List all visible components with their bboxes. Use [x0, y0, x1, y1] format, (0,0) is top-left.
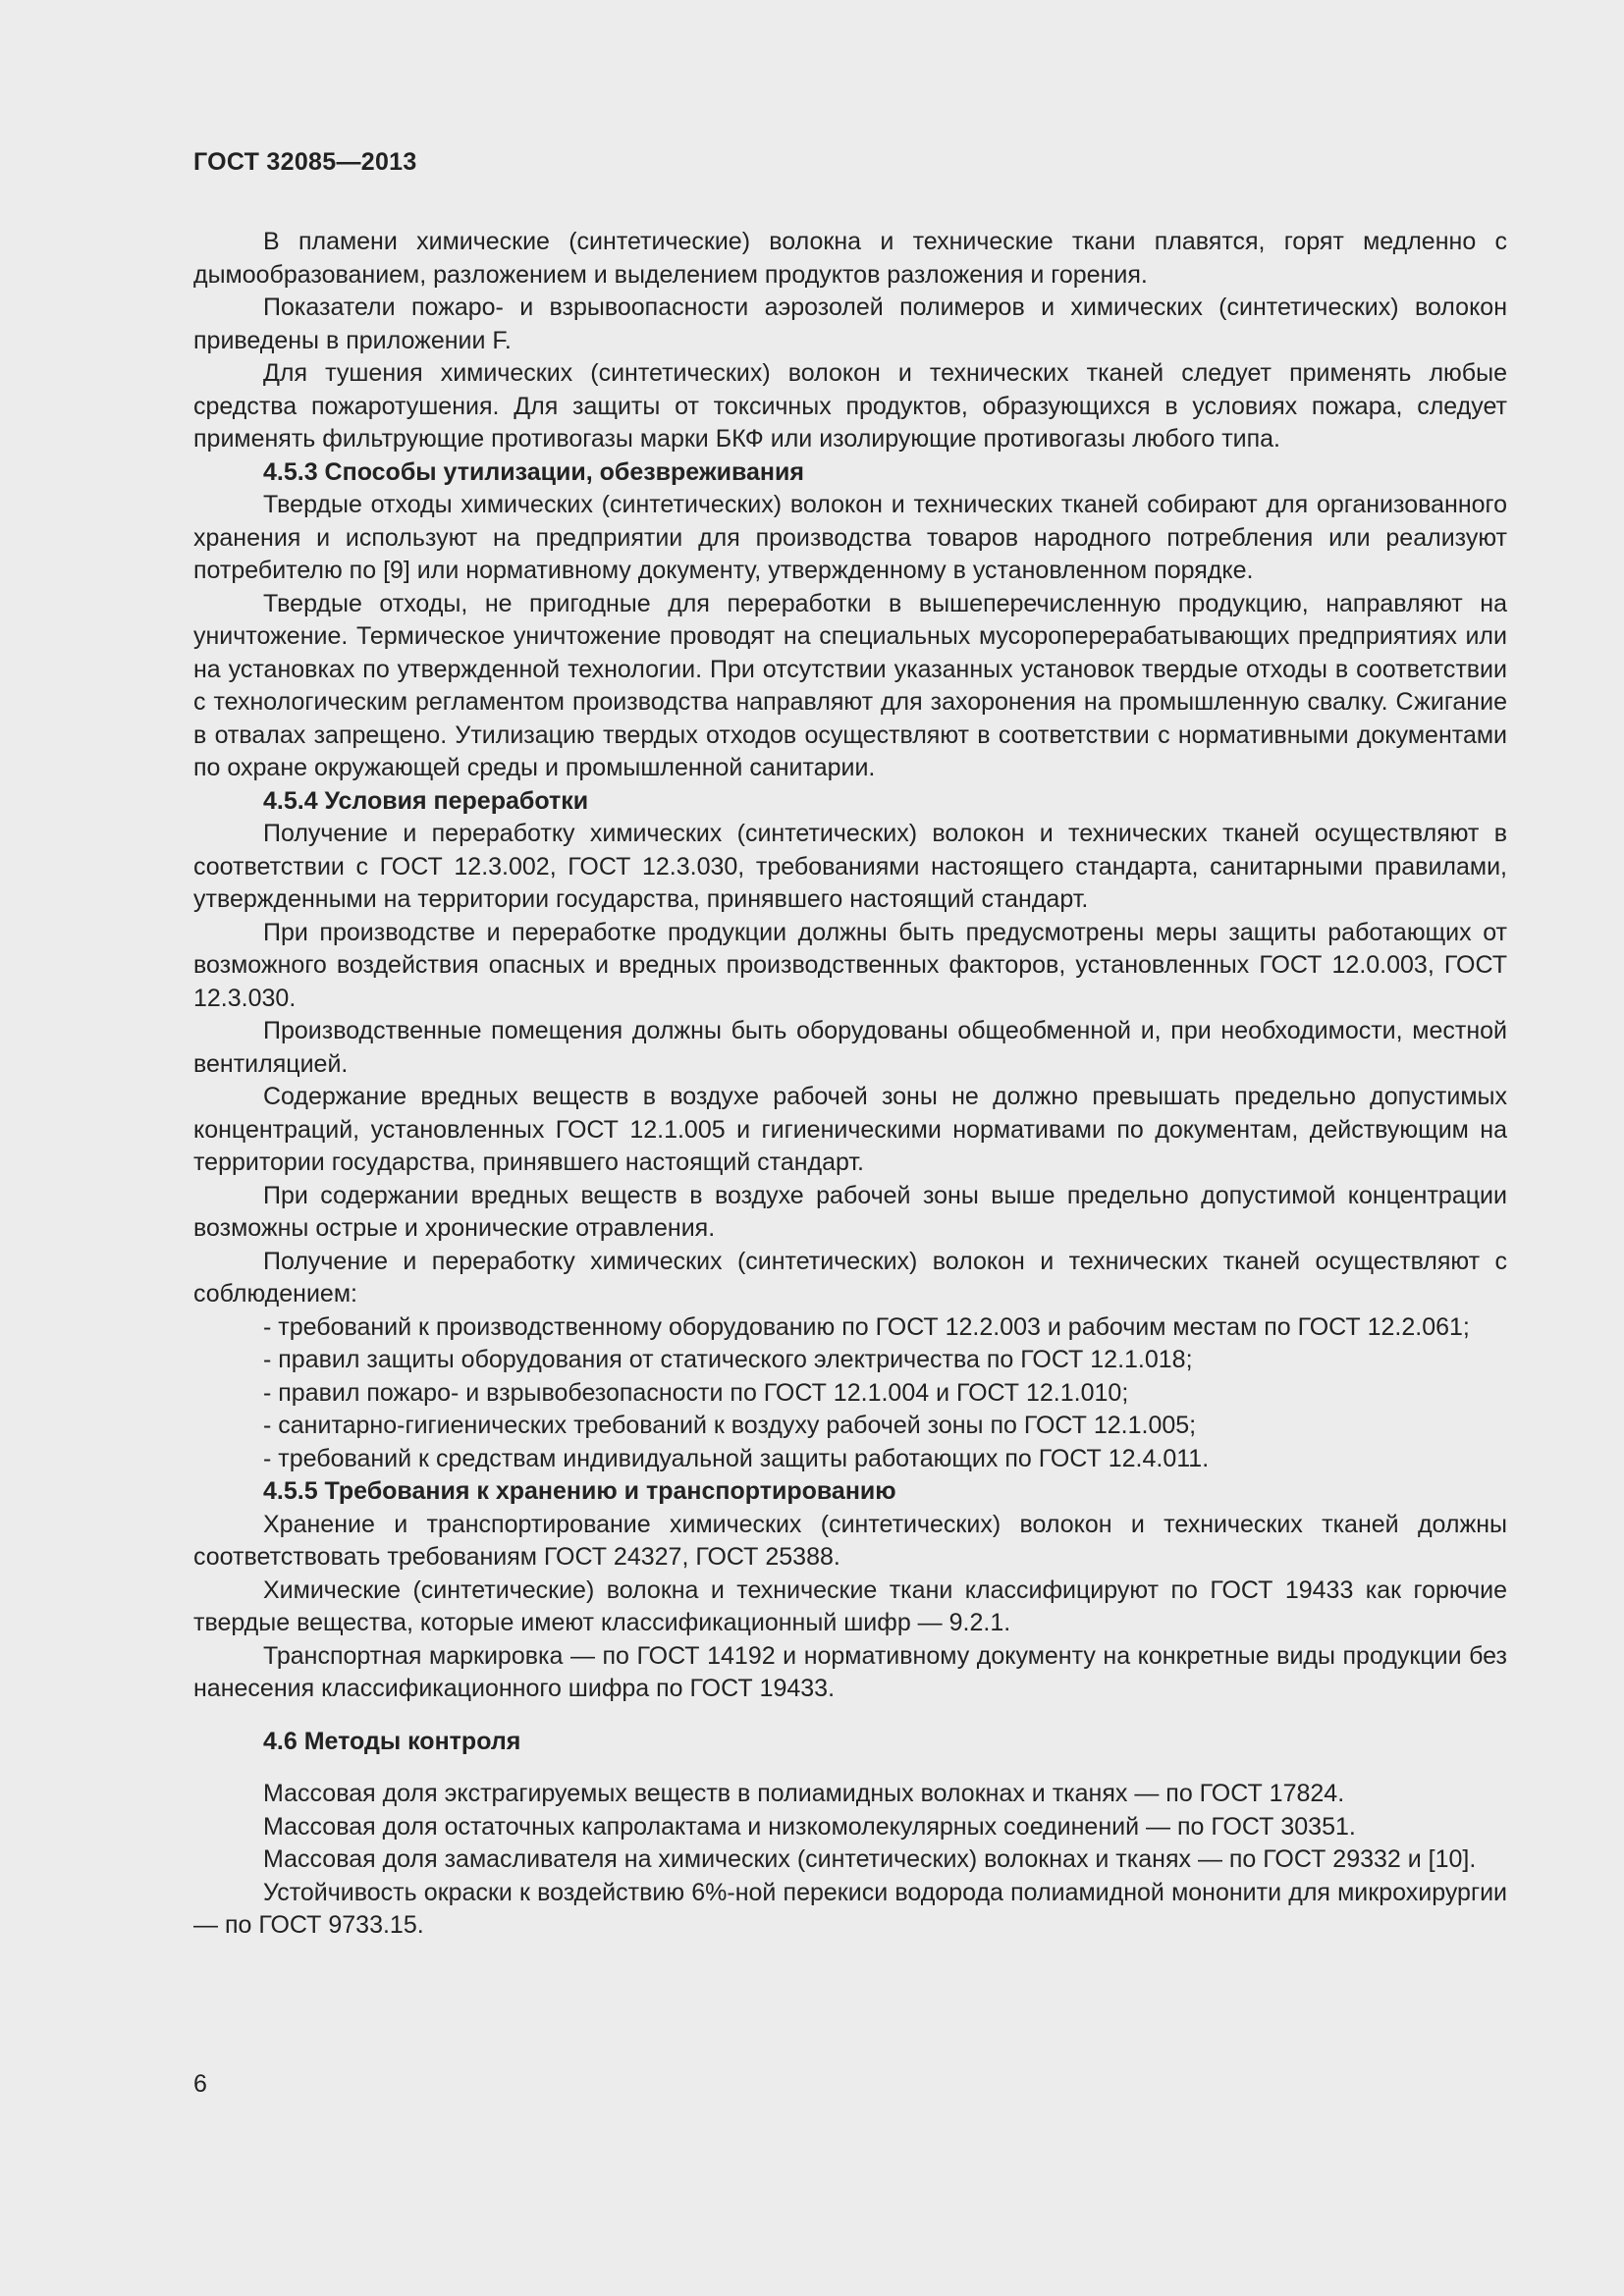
paragraph: Устойчивость окраски к воздействию 6%-ной перекиси водорода полиамидной мононити для микрохирургии — по ГОСТ 9733.15.	[193, 1878, 1507, 1939]
paragraph: Химические (синтетические) волокна и технические ткани классифицируют по ГОСТ 19433 как горючие твердые вещества, которые имеют классификационный шифр — 9.2.1.	[193, 1575, 1507, 1636]
list-item: - санитарно-гигиенических требований к воздуху рабочей зоны по ГОСТ 12.1.005;	[263, 1412, 1197, 1439]
paragraph: Показатели пожаро- и взрывоопасности аэрозолей полимеров и химических (синтетических) волокон приведены в приложении F.	[193, 294, 1507, 354]
section-heading-4-6: 4.6 Методы контроля	[263, 1727, 521, 1755]
paragraph: При содержании вредных веществ в воздухе рабочей зоны выше предельно допустимой концентрации возможны острые и хронические отравления.	[193, 1181, 1507, 1242]
paragraph: При производстве и переработке продукции должны быть предусмотрены меры защиты работающих от возможного воздействия опасных и вредных производственных факторов, установленных ГОСТ 12.0.003, ГОСТ 12.3.030.	[193, 918, 1507, 1012]
paragraph: Производственные помещения должны быть оборудованы общеобменной и, при необходимости, местной вентиляцией.	[193, 1017, 1507, 1078]
paragraph: Получение и переработку химических (синтетических) волокон и технических тканей осуществляют с соблюдением:	[193, 1247, 1507, 1308]
section-heading-4-5-5: 4.5.5 Требования к хранению и транспортированию	[263, 1477, 896, 1505]
paragraph: Массовая доля замасливателя на химических (синтетических) волокнах и тканях — по ГОСТ 29332 и [10].	[263, 1845, 1477, 1873]
paragraph: Массовая доля экстрагируемых веществ в полиамидных волокнах и тканях — по ГОСТ 17824.	[263, 1780, 1345, 1807]
paragraph: Хранение и транспортирование химических (синтетических) волокон и технических тканей должны соответствовать требованиям ГОСТ 24327, ГОСТ 25388.	[193, 1510, 1507, 1571]
list-item: - правил пожаро- и взрывобезопасности по ГОСТ 12.1.004 и ГОСТ 12.1.010;	[263, 1378, 1129, 1407]
page-number: 6	[193, 2070, 207, 2098]
section-heading-4-5-3: 4.5.3 Способы утилизации, обезвреживания	[263, 457, 804, 486]
document-code-header: ГОСТ 32085—2013	[193, 148, 417, 176]
paragraph: Транспортная маркировка — по ГОСТ 14192 и нормативному документу на конкретные виды продукции без нанесения классификационного шифра по ГОСТ 19433.	[193, 1641, 1507, 1702]
paragraph: В пламени химические (синтетические) волокна и технические ткани плавятся, горят медленно с дымообразованием, разложением и выделением продуктов разложения и горения.	[193, 228, 1507, 289]
document-body	[193, 226, 1507, 1943]
paragraph: Для тушения химических (синтетических) волокон и технических тканей следует применять любые средства пожаротушения. Для защиты от токсичных продуктов, образующихся в условиях пожара, следует применять фильтрующие противогазы марки БКФ или изолирующие противогазы любого типа.	[193, 359, 1507, 453]
section-heading-4-5-4: 4.5.4 Условия переработки	[263, 786, 589, 815]
list-item: - требований к производственному оборудованию по ГОСТ 12.2.003 и рабочим местам по ГОСТ 12.2.061;	[263, 1312, 1470, 1341]
paragraph: Массовая доля остаточных капролактама и низкомолекулярных соединений — по ГОСТ 30351.	[263, 1812, 1356, 1841]
paragraph: Содержание вредных веществ в воздухе рабочей зоны не должно превышать предельно допустимых концентраций, установленных ГОСТ 12.1.005 и гигиеническими нормативами по документам, действующим на территории государства, принявшего настоящий стандарт.	[193, 1083, 1507, 1176]
list-item: - правил защиты оборудования от статического электричества по ГОСТ 12.1.018;	[263, 1346, 1193, 1373]
paragraph: Твердые отходы, не пригодные для переработки в вышеперечисленную продукцию, направляют на уничтожение. Термическое уничтожение проводят на специальных мусороперерабатывающих предприятиях или на установках по утвержденной технологии. При отсутствии указанных установок твердые отходы в соответствии с технологическим регламентом производства направляют для захоронения на промышленную свалку. Сжигание в отвалах запрещено. Утилизацию твердых отходов осуществляют в соответствии с нормативными документами по охране окружающей среды и промышленной санитарии.	[193, 589, 1507, 781]
list-item: - требований к средствам индивидуальной защиты работающих по ГОСТ 12.4.011.	[263, 1444, 1210, 1472]
paragraph: Получение и переработку химических (синтетических) волокон и технических тканей осуществляют в соответствии с ГОСТ 12.3.002, ГОСТ 12.3.030, требованиями настоящего стандарта, санитарными правилами, утвержденными на территории государства, принявшего настоящий стандарт.	[193, 820, 1507, 913]
paragraph: Твердые отходы химических (синтетических) волокон и технических тканей собирают для организованного хранения и используют на предприятии для производства товаров народного потребления или реализуют потребителю по [9] или нормативному документу, утвержденному в установленном порядке.	[193, 491, 1507, 584]
